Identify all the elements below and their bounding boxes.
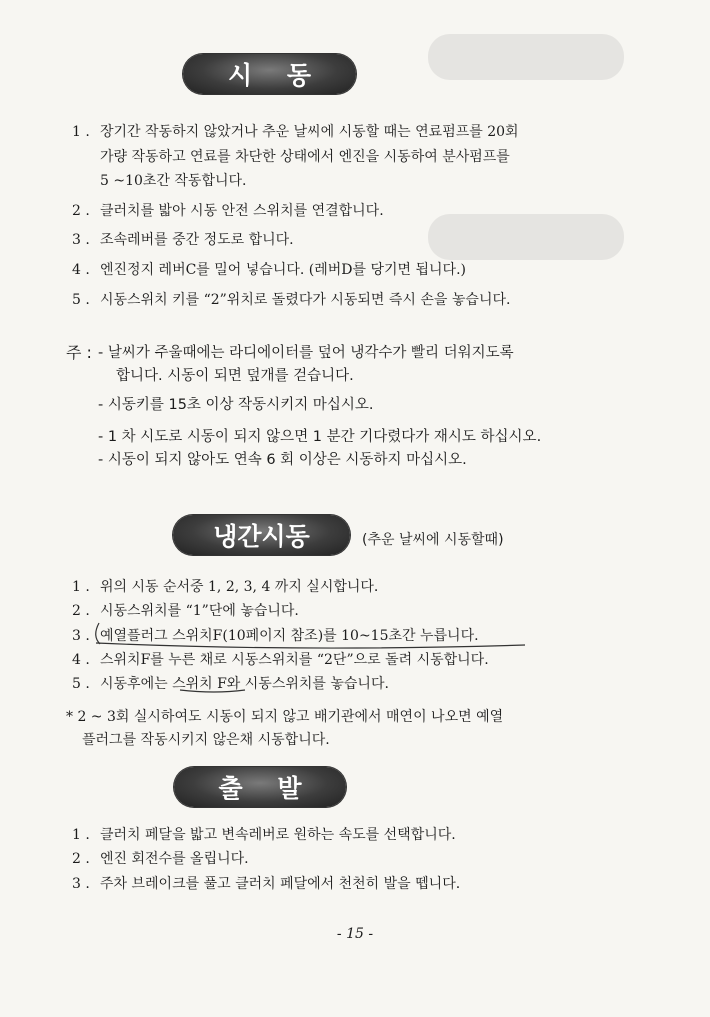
- note-line: - 날씨가 주울때에는 라디에이터를 덮어 냉각수가 빨리 더워지도록: [98, 345, 514, 361]
- section-title-start: [183, 54, 356, 94]
- list-item: 1 . 위의 시동 순서중 1, 2, 3, 4 까지 실시합니다.: [72, 579, 379, 595]
- section-title-text: 냉간시동: [213, 522, 310, 551]
- section-title-text: 시 동: [227, 61, 312, 90]
- list-item: 5 ~10초간 작동합니다.: [100, 173, 247, 189]
- list-item: 2 . 클러치를 밟아 시동 안전 스위치를 연결합니다.: [72, 203, 384, 219]
- section-title-cold-start: [173, 515, 350, 555]
- section-subtitle: (추운 날씨에 시동할때): [362, 532, 504, 548]
- note-line: 합니다. 시동이 되면 덮개를 걷습니다.: [116, 368, 354, 384]
- list-item: 1 . 클러치 페달을 밟고 변속레버로 원하는 속도를 선택합니다.: [72, 827, 456, 843]
- list-item: 4 . 스위치F를 누른 채로 시동스위치를 “2단”으로 돌려 시동합니다.: [72, 652, 489, 668]
- list-item: 가량 작동하고 연료를 차단한 상태에서 엔진을 시동하여 분사펌프를: [100, 149, 510, 165]
- section-title-departure: [174, 767, 346, 807]
- list-item: 3 . 예열플러그 스위치F(10페이지 참조)를 10~15초간 누릅니다.: [72, 628, 479, 644]
- list-item: 3 . 조속레버를 중간 정도로 합니다.: [72, 232, 294, 248]
- section-title-text: 출 발: [218, 774, 302, 803]
- list-item: 3 . 주차 브레이크를 풀고 클러치 페달에서 천천히 발을 뗍니다.: [72, 876, 461, 892]
- bleed-through-mark: [428, 214, 624, 260]
- list-item: 2 . 엔진 회전수를 올립니다.: [72, 851, 249, 867]
- star-note: * 2 ~ 3회 실시하여도 시동이 되지 않고 배기관에서 매연이 나오면 예열: [66, 709, 504, 725]
- note-line: - 1 차 시도로 시동이 되지 않으면 1 분간 기다렸다가 재시도 하십시오.: [98, 429, 542, 445]
- list-item: 4 . 엔진정지 레버C를 밀어 넣습니다. (레버D를 당기면 됩니다.): [72, 262, 466, 278]
- note-label: 주 :: [66, 343, 92, 362]
- page-number: - 15 -: [336, 926, 374, 942]
- note-line: - 시동이 되지 않아도 연속 6 회 이상은 시동하지 마십시오.: [98, 452, 467, 468]
- list-item: 5 . 시동후에는 스위치 F와 시동스위치를 놓습니다.: [72, 676, 389, 692]
- note-line: - 시동키를 15초 이상 작동시키지 마십시오.: [98, 397, 374, 413]
- bleed-through-mark: [428, 34, 624, 80]
- star-note: 플러그를 작동시키지 않은채 시동합니다.: [82, 732, 330, 748]
- list-item: 5 . 시동스위치 키를 “2”위치로 돌렸다가 시동되면 즉시 손을 놓습니다.: [72, 292, 511, 308]
- list-item: 1 . 장기간 작동하지 않았거나 추운 날씨에 시동할 때는 연료펌프를 20회: [72, 124, 519, 140]
- list-item: 2 . 시동스위치를 “1”단에 놓습니다.: [72, 603, 299, 619]
